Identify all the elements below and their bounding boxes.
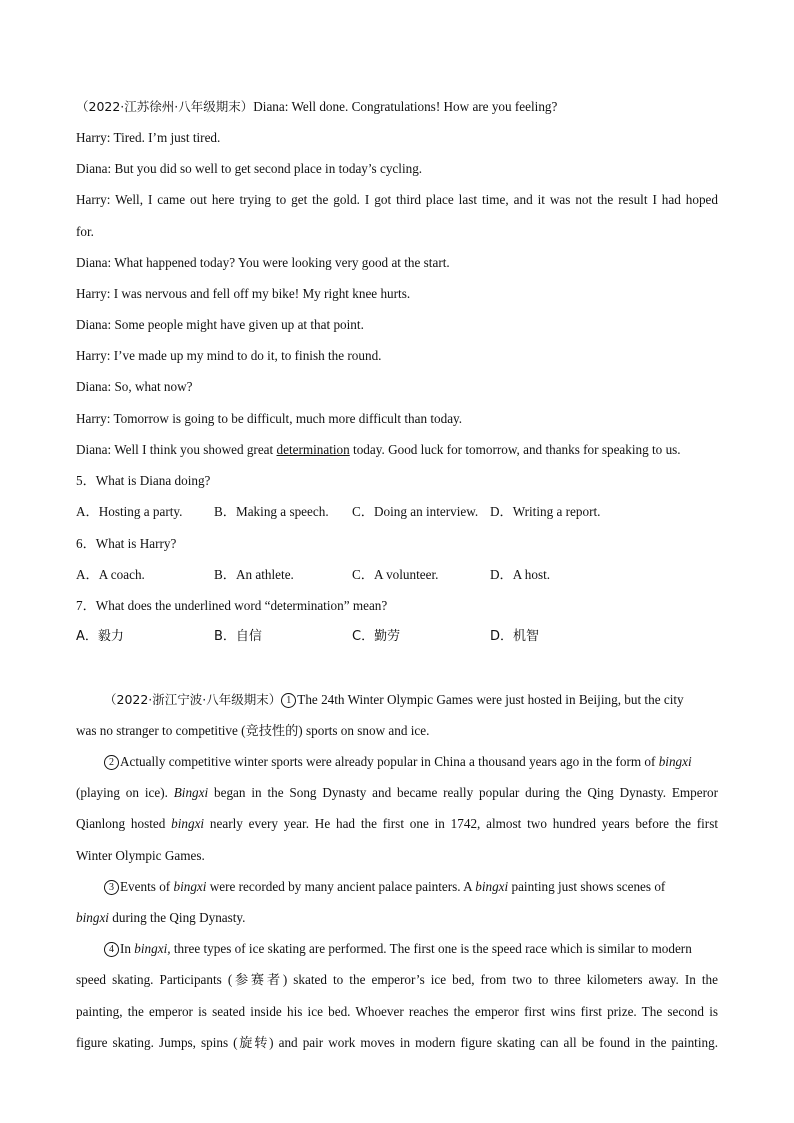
paragraph-text: Events of xyxy=(120,879,174,894)
dialogue-line: Diana: So, what now? xyxy=(76,379,193,394)
underlined-word: determination xyxy=(276,442,350,457)
dialogue-line: Harry: Tired. I’m just tired. xyxy=(76,130,221,145)
dialogue-line: Harry: Tomorrow is going to be difficult, much more difficult than today. xyxy=(76,411,463,426)
dialogue-line: Diana: But you did so well to get second place in today’s cycling. xyxy=(76,161,423,176)
paragraph-text: three types of ice skating are performed. The first one is the speed race which is similar to modern xyxy=(170,941,692,956)
italic-term: bingxi xyxy=(76,910,109,925)
paragraph-text: In xyxy=(120,941,135,956)
option-c: C．A volunteer. xyxy=(352,567,439,582)
passage2-line-1 xyxy=(104,690,718,710)
option-a: A．A coach. xyxy=(76,567,145,582)
paragraph-number: 1 xyxy=(281,693,296,708)
question-stem: 6．What is Harry? xyxy=(76,536,177,551)
dialogue-line-last xyxy=(76,440,718,460)
paragraph-number: 4 xyxy=(104,942,119,957)
option-a: A．毅力 xyxy=(76,629,124,644)
paragraph-line: speed skating. Participants (参赛者) skated to the emperor’s ice bed, from two to three kilometers away. In the xyxy=(76,972,718,987)
paragraph-text: Actually competitive winter sports were already popular in China a thousand years ago in the form of xyxy=(120,754,659,769)
option-d: D．Writing a report. xyxy=(490,504,601,519)
paragraph-text: painting just shows scenes of xyxy=(508,879,666,894)
passage1-line-1 xyxy=(76,97,718,117)
italic-term: bingxi xyxy=(475,879,509,894)
dialogue-line: Harry: Well, I came out here trying to get the gold. I got third place last time, and it was not the result I had hoped xyxy=(76,192,718,207)
italic-term: bingxi xyxy=(658,754,692,769)
paragraph-number: 2 xyxy=(104,755,119,770)
option-c: C．勤劳 xyxy=(352,629,401,644)
paragraph-line xyxy=(104,939,718,959)
italic-term: Bingxi xyxy=(173,785,209,800)
option-b: B．Making a speech. xyxy=(214,504,329,519)
question-stem: 5．What is Diana doing? xyxy=(76,473,211,488)
dialogue-line: Harry: I’ve made up my mind to do it, to finish the round. xyxy=(76,348,382,363)
italic-term: bingxi xyxy=(171,816,205,831)
paragraph-line: was no stranger to competitive (竞技性的) sports on snow and ice. xyxy=(76,723,430,738)
option-c: C．Doing an interview. xyxy=(352,504,479,519)
option-b: B．An athlete. xyxy=(214,567,294,582)
paragraph-text: The 24th Winter Olympic Games were just hosted in Beijing, but the city xyxy=(297,692,684,707)
dialogue-text: Diana: Well I think you showed great xyxy=(76,442,277,457)
dialogue-line: Harry: I was nervous and fell off my bike! My right knee hurts. xyxy=(76,286,411,301)
dialogue-line: Diana: Well done. Congratulations! How are you feeling? xyxy=(253,99,558,114)
paragraph-line: Winter Olympic Games. xyxy=(76,848,205,863)
paragraph-text: (playing on ice). xyxy=(76,785,174,800)
passage1-source: （2022·江苏徐州·八年级期末） xyxy=(76,99,254,114)
paragraph-text: nearly every year. He had the first one in 1742, almost two hundred years before the first xyxy=(204,816,718,831)
paragraph-number: 3 xyxy=(104,880,119,895)
dialogue-line: Diana: Some people might have given up at that point. xyxy=(76,317,364,332)
paragraph-line xyxy=(76,783,718,803)
paragraph-line xyxy=(76,908,718,928)
question-stem: 7．What does the underlined word “determination” mean? xyxy=(76,598,388,613)
paragraph-line xyxy=(104,877,718,897)
option-d: D．机智 xyxy=(490,629,540,644)
paragraph-line xyxy=(76,814,718,834)
italic-term: bingxi xyxy=(173,879,207,894)
option-d: D．A host. xyxy=(490,567,551,582)
dialogue-line: for. xyxy=(76,224,94,239)
dialogue-text: today. Good luck for tomorrow, and thanks for speaking to us. xyxy=(349,442,681,457)
paragraph-line xyxy=(104,752,718,772)
paragraph-text: began in the Song Dynasty and became really popular during the Qing Dynasty. Emperor xyxy=(208,785,718,800)
paragraph-text: Qianlong hosted xyxy=(76,816,172,831)
passage2-source: （2022·浙江宁波·八年级期末） xyxy=(104,692,282,707)
paragraph-text: during the Qing Dynasty. xyxy=(108,910,246,925)
paragraph-text: were recorded by many ancient palace painters. A xyxy=(206,879,476,894)
paragraph-line: figure skating. Jumps, spins (旋转) and pair work moves in modern figure skating can all be found in the painting. xyxy=(76,1035,718,1050)
paragraph-line: painting, the emperor is seated inside his ice bed. Whoever reaches the emperor first wins first prize. The second is xyxy=(76,1004,718,1019)
option-b: B．自信 xyxy=(214,629,262,644)
italic-term: bingxi, xyxy=(134,941,171,956)
option-a: A．Hosting a party. xyxy=(76,504,183,519)
dialogue-line: Diana: What happened today? You were looking very good at the start. xyxy=(76,255,450,270)
